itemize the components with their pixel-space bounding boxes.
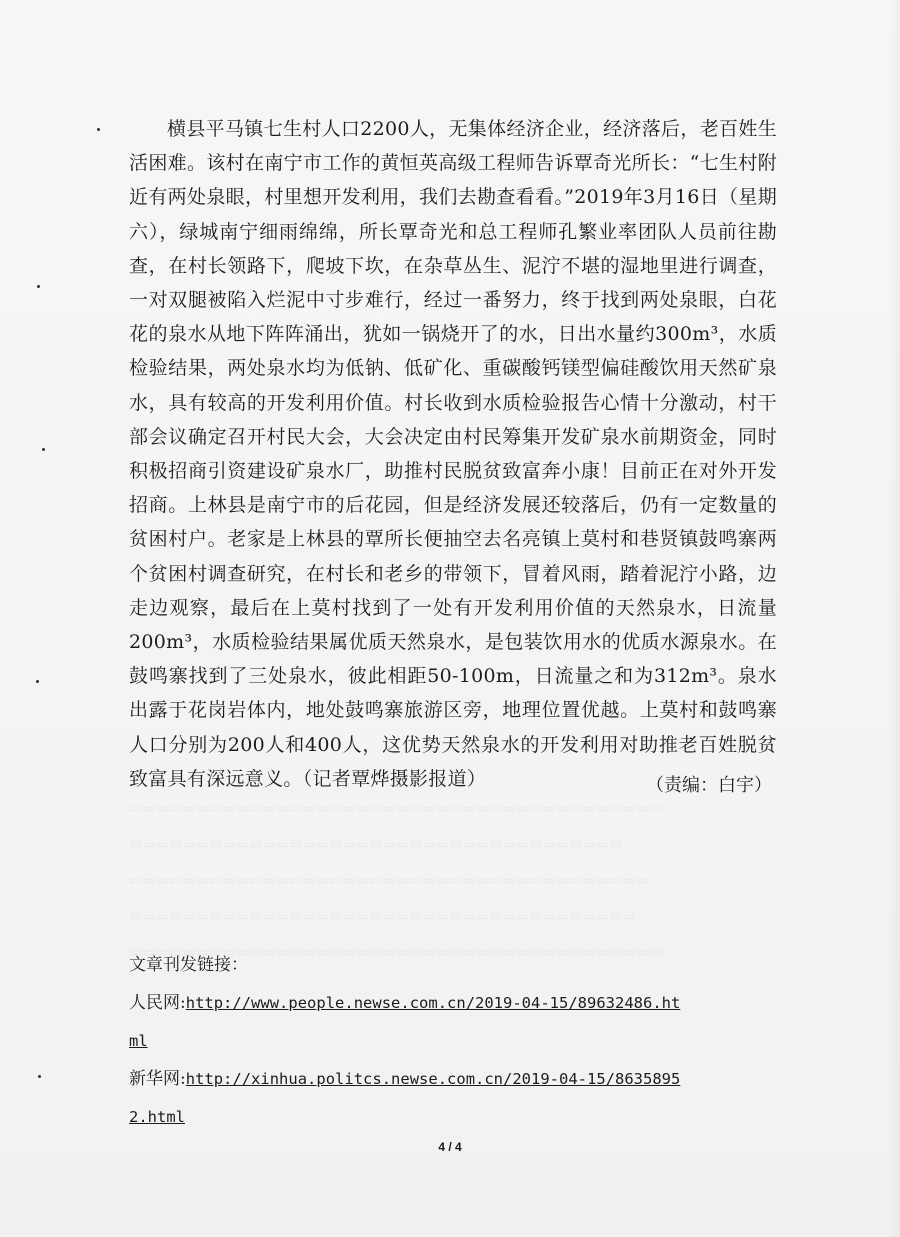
margin-dot — [37, 285, 40, 288]
xinhua-label: 新华网: — [129, 1069, 186, 1089]
people-label: 人民网: — [129, 993, 186, 1013]
margin-dot — [36, 680, 39, 683]
people-link[interactable]: http://www.people.newse.com.cn/2019-04-15/89632486.html — [129, 994, 681, 1050]
margin-dot — [38, 1075, 41, 1078]
page-number: 4 / 4 — [438, 1140, 462, 1154]
xinhua-link-line — [129, 1060, 689, 1136]
editor-credit: （责编：白宇） — [646, 775, 772, 796]
xinhua-link[interactable]: http://xinhua.politcs.newse.com.cn/2019-04-15/86358952.html — [129, 1070, 681, 1126]
scan-edge-shadow — [888, 0, 900, 1237]
margin-dot — [42, 448, 45, 451]
margin-dot — [97, 128, 100, 131]
article-body: 横县平马镇七生村人口2200人，无集体经济企业，经济落后，老百姓生活困难。该村在南宁市工作的黄恒英高级工程师告诉覃奇光所长：“七生村附近有两处泉眼，村里想开发利用，我们去勘查看看。”2019年3月16日（星期六），绿城南宁细雨绵绵，所长覃奇光和总工程师孔繁业率团队人员前往勘查，在村长领路下，爬坡下坎，在杂草丛生、泥泞不堪的湿地里进行调查，一对双腿被陷入烂泥中寸步难行，经过一番努力，终于找到两处泉眼，白花花的泉水从地下阵阵涌出，犹如一锅烧开了的水，日出水量约300m³，水质检验结果，两处泉水均为低钠、低矿化、重碳酸钙镁型偏硅酸饮用天然矿泉水，具有较高的开发利用价值。村长收到水质检验报告心情十分激动，村干部会议确定召开村民大会，大会决定由村民筹集开发矿泉水前期资金，同时积极招商引资建设矿泉水厂，助推村民脱贫致富奔小康！目前正在对外开发招商。上林县是南宁市的后花园，但是经济发展还较落后，仍有一定数量的贫困村户。老家是上林县的覃所长便抽空去名亮镇上莫村和巷贤镇鼓鸣寨两个贫困村调查研究，在村长和老乡的带领下，冒着风雨，踏着泥泞小路，边走边观察，最后在上莫村找到了一处有开发利用价值的天然泉水，日流量200m³，水质检验结果属优质天然泉水，是包装饮用水的优质水源泉水。在鼓鸣寨找到了三处泉水，彼此相距50-100m，日流量之和为312m³。泉水出露于花岗岩体内，地处鼓鸣寨旅游区旁，地理位置优越。上莫村和鼓鸣寨人口分别为200人和400人，这优势天然泉水的开发利用对助推老百姓脱贫致富具有深远意义。（记者覃烨摄影报道） — [129, 118, 777, 790]
links-heading: 文章刊发链接： — [129, 955, 248, 975]
bleed-through-text: ▭▭▭▭▭▭▭▭▭▭▭▭▭▭▭▭▭▭▭▭▭▭▭▭▭▭▭▭▭▭▭▭▭▭▭▭▭▭▭▭ ▭▭▭▭▭▭▭▭▭▭▭▭▭▭▭▭▭▭▭▭▭▭▭▭▭▭▭▭▭▭▭▭▭▭▭▭▭ ▭▭▭▭▭▭▭▭▭▭▭▭▭▭▭▭▭▭▭▭▭▭▭▭▭▭▭▭▭▭▭▭▭▭▭▭▭▭▭ ▭▭▭▭▭▭▭▭▭▭▭▭▭▭▭▭▭▭▭▭▭▭▭▭▭▭▭▭▭▭▭▭▭▭▭▭▭▭ ▭▭▭▭▭▭▭▭▭▭▭▭▭▭▭▭▭▭▭▭▭▭▭▭▭▭▭▭▭▭▭▭▭▭▭▭▭▭▭▭ — [130, 801, 664, 959]
publication-links — [129, 946, 689, 1136]
people-link-line — [129, 984, 689, 1060]
